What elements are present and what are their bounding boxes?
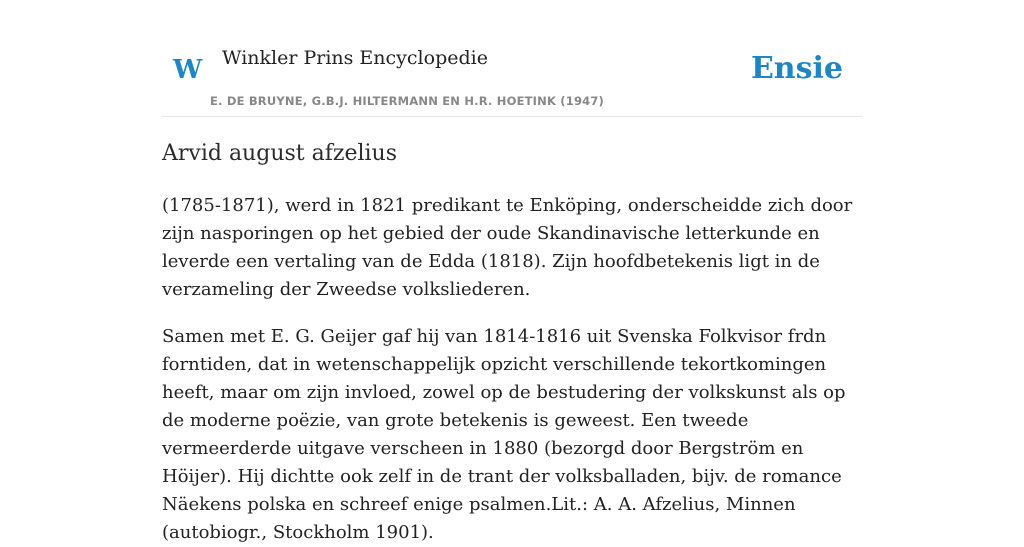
article (162, 137, 862, 547)
ensie-logo[interactable]: Ensie (750, 51, 843, 86)
authors-line: E. DE BRUYNE, G.B.J. HILTERMANN EN H.R. HOETINK (1947) (210, 94, 605, 108)
site-title[interactable]: Winkler Prins Encyclopedie (222, 47, 488, 69)
site-header (162, 0, 862, 117)
article-title: Arvid august afzelius (162, 141, 398, 166)
winkler-prins-logo[interactable]: W (173, 55, 203, 85)
article-paragraph: (1785-1871), werd in 1821 predikant te Enköping, onderscheidde zich door zijn nasporingen op het gebied der oude Skandinavische letterkunde en leverde een vertaling van de Edda (1818). Zijn hoofdbetekenis ligt in de verzameling der Zweedse volksliederen. (162, 195, 853, 300)
article-paragraph: Samen met E. G. Geijer gaf hij van 1814-1816 uit Svenska Folkvisor frdn forntiden, dat in wetenschappelijk opzicht verschillende tekortkomingen heeft, maar om zijn invloed, zowel op de bestudering der volkskunst als op de moderne poëzie, van grote betekenis is geweest. Een tweede vermeerderde uitgave verscheen in 1880 (bezorgd door Bergström en Höijer). Hij dichtte ook zelf in de trant der volksballaden, bijv. de romance Näekens polska en schreef enige psalmen.Lit.: A. A. Afzelius, Minnen (autobiogr., Stockholm 1901). (162, 326, 846, 543)
